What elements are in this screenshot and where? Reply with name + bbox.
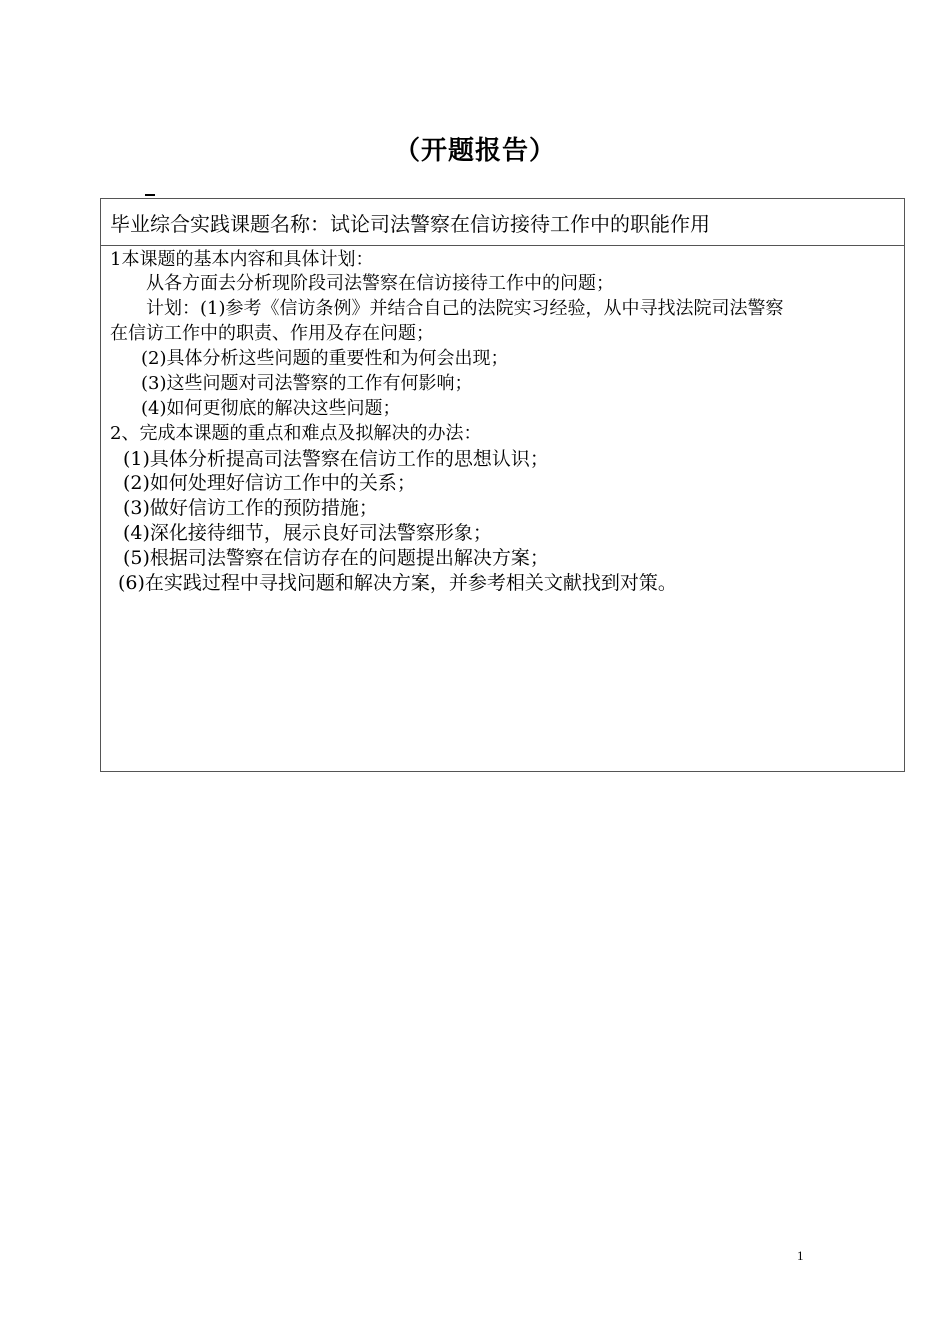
content-line: 从各方面去分析现阶段司法警察在信访接待工作中的问题； [146, 273, 614, 294]
content-line: (6)在实践过程中寻找问题和解决方案，并参考相关文献找到对策。 [118, 572, 677, 594]
content-line: (4)深化接待细节，展示良好司法警察形象； [123, 522, 492, 544]
content-line: (4)如何更彻底的解决这些问题； [141, 398, 401, 419]
content-line: 在信访工作中的职责、作用及存在问题； [110, 323, 434, 344]
cursor-mark [145, 194, 155, 196]
content-line: (3)做好信访工作的预防措施； [123, 497, 378, 519]
subject-line: 毕业综合实践课题名称：试论司法警察在信访接待工作中的职能作用 [110, 212, 710, 236]
content-line: (3)这些问题对司法警察的工作有何影响； [141, 373, 473, 394]
content-line: 2、完成本课题的重点和难点及拟解决的办法： [110, 423, 482, 444]
content-line: (1)具体分析提高司法警察在信访工作的思想认识； [123, 448, 549, 470]
content-line: 1本课题的基本内容和具体计划： [110, 249, 374, 270]
page-number: 1 [797, 1248, 804, 1263]
content-line: (5)根据司法警察在信访存在的问题提出解决方案； [123, 547, 549, 569]
content-line: 计划：(1)参考《信访条例》并结合自己的法院实习经验，从中寻找法院司法警察 [146, 298, 784, 319]
content-line: (2)如何处理好信访工作中的关系； [123, 472, 416, 494]
content-line: (2)具体分析这些问题的重要性和为何会出现； [141, 348, 509, 369]
report-table [100, 198, 905, 772]
subject-row [101, 199, 904, 246]
document-title: （开题报告） [393, 136, 556, 166]
